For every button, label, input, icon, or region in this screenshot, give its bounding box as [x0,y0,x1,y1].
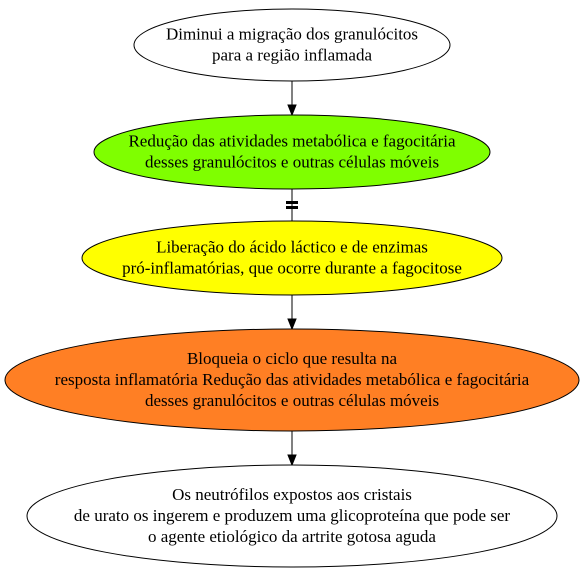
node-label-line: pró-inflamatórias, que ocorre durante a fagocitose [122,258,462,278]
node-n1 [134,9,450,81]
node-label-line: de urato os ingerem e produzem uma glicoproteína que pode ser [73,506,511,525]
node-n5 [27,465,557,567]
node-n4 [5,329,579,431]
node-label-line: para a região inflamada [212,45,372,65]
node-label-line: Liberação do ácido láctico e de enzimas [156,237,428,257]
node-label-line: Os neutrófilos expostos aos cristais [172,485,412,504]
node-label-line: o agente etiológico da artrite gotosa aguda [148,527,436,546]
node-label-line: resposta inflamatória Redução das atividades metabólica e fagocitária [54,370,530,389]
node-n3 [82,221,502,295]
edge-n4-n5 [288,431,296,465]
node-label-line: Bloqueia o ciclo que resulta na [186,349,398,368]
node-label-line: Redução das atividades metabólica e fagocitária [128,131,456,151]
arrowhead [288,319,296,329]
node-n2 [94,115,490,189]
node-label-line: desses granulócitos e outras células móveis [144,152,440,172]
node-label-line: desses granulócitos e outras células móveis [144,391,440,410]
arrowhead [288,455,296,465]
arrowhead [288,105,296,115]
edge-n2-n3 [286,189,298,221]
edge-n1-n2 [288,81,296,115]
node-label-line: Diminui a migração dos granulócitos [165,24,419,44]
edge-n3-n4 [288,295,296,329]
